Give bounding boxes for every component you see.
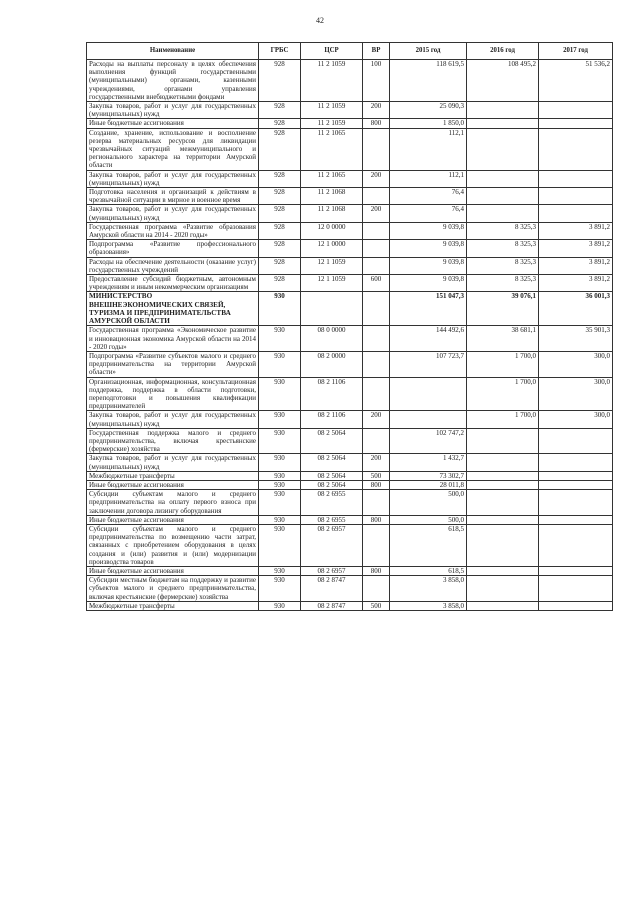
- cell-name: Государственная программа «Развитие образования Амурской области на 2014 - 2020 годы»: [87, 222, 259, 239]
- cell-2015: 76,4: [390, 188, 467, 205]
- cell-2015: 500,0: [390, 490, 467, 516]
- cell-csr: 08 2 0000: [301, 351, 363, 377]
- cell-grbs: 930: [259, 377, 301, 411]
- cell-2015: [390, 377, 467, 411]
- cell-csr: 08 2 1106: [301, 377, 363, 411]
- cell-2015: 618,5: [390, 524, 467, 566]
- table-row: [87, 480, 613, 489]
- cell-name: Иные бюджетные ассигнования: [87, 515, 259, 524]
- cell-csr: 08 2 8747: [301, 601, 363, 610]
- cell-2015: 151 047,3: [390, 292, 467, 326]
- cell-2016: [467, 524, 539, 566]
- cell-vr: [363, 377, 390, 411]
- cell-2016: 1 700,0: [467, 351, 539, 377]
- cell-vr: [363, 240, 390, 257]
- header-2015: 2015 год: [390, 43, 467, 60]
- cell-2016: 8 325,3: [467, 257, 539, 274]
- cell-grbs: 928: [259, 170, 301, 187]
- table-row: [87, 351, 613, 377]
- table-row: [87, 377, 613, 411]
- cell-grbs: 930: [259, 326, 301, 352]
- table-row: [87, 205, 613, 222]
- cell-2015: 9 039,8: [390, 222, 467, 239]
- table-row: [87, 119, 613, 128]
- table-row: [87, 188, 613, 205]
- cell-2017: [539, 428, 613, 454]
- cell-vr: [363, 576, 390, 602]
- cell-2015: 9 039,8: [390, 257, 467, 274]
- cell-name: Организационная, информационная, консультационная поддержка, поддержка в области подготовки, переподготовки и повышения квалификации предпринимателей: [87, 377, 259, 411]
- cell-2017: 300,0: [539, 377, 613, 411]
- cell-2017: 300,0: [539, 411, 613, 428]
- cell-csr: 11 2 1059: [301, 102, 363, 119]
- cell-2016: [467, 128, 539, 170]
- cell-csr: 08 0 0000: [301, 326, 363, 352]
- cell-2017: [539, 490, 613, 516]
- cell-2017: 36 001,3: [539, 292, 613, 326]
- table-row: [87, 240, 613, 257]
- table-row: [87, 222, 613, 239]
- cell-2017: [539, 515, 613, 524]
- cell-vr: 200: [363, 454, 390, 471]
- cell-grbs: 928: [259, 119, 301, 128]
- page-number: 42: [316, 16, 324, 25]
- cell-name: МИНИСТЕРСТВО ВНЕШНЕЭКОНОМИЧЕСКИХ СВЯЗЕЙ, ТУРИЗМА И ПРЕДПРИНИМАТЕЛЬСТВА АМУРСКОЙ ОБЛАСТИ: [87, 292, 259, 326]
- cell-vr: 500: [363, 601, 390, 610]
- cell-2017: 3 891,2: [539, 222, 613, 239]
- cell-name: Расходы на выплаты персоналу в целях обеспечения выполнения функций государственными (муниципальными) органами, казенными учреждениями, органами управления государственными внебюджетными фондами: [87, 60, 259, 102]
- cell-2015: [390, 411, 467, 428]
- cell-csr: 12 1 0000: [301, 240, 363, 257]
- cell-2015: 76,4: [390, 205, 467, 222]
- cell-name: Государственная поддержка малого и среднего предпринимательства, включая крестьянские (фермерские) хозяйства: [87, 428, 259, 454]
- cell-name: Подготовка населения и организаций к действиям в чрезвычайной ситуации в мирное и военное время: [87, 188, 259, 205]
- table-row: [87, 566, 613, 575]
- cell-vr: 200: [363, 205, 390, 222]
- cell-vr: [363, 257, 390, 274]
- cell-name: Подпрограмма «Развитие профессионального образования»: [87, 240, 259, 257]
- table-row: [87, 471, 613, 480]
- cell-2015: 25 090,3: [390, 102, 467, 119]
- cell-2015: 102 747,2: [390, 428, 467, 454]
- cell-2016: [467, 471, 539, 480]
- cell-vr: 800: [363, 119, 390, 128]
- header-vr: ВР: [363, 43, 390, 60]
- cell-2016: [467, 119, 539, 128]
- cell-grbs: 930: [259, 515, 301, 524]
- table-row: [87, 170, 613, 187]
- cell-csr: 12 0 0000: [301, 222, 363, 239]
- table-row: [87, 454, 613, 471]
- table-row: [87, 257, 613, 274]
- budget-table: [86, 42, 613, 611]
- cell-2016: 8 325,3: [467, 275, 539, 292]
- cell-csr: 08 2 5064: [301, 480, 363, 489]
- cell-grbs: 930: [259, 351, 301, 377]
- cell-grbs: 930: [259, 428, 301, 454]
- header-grbs: ГРБС: [259, 43, 301, 60]
- table-row: [87, 60, 613, 102]
- table-row: [87, 490, 613, 516]
- cell-name: Иные бюджетные ассигнования: [87, 119, 259, 128]
- table-row: [87, 515, 613, 524]
- cell-2015: 3 858,0: [390, 601, 467, 610]
- cell-2017: [539, 128, 613, 170]
- cell-csr: 08 2 6955: [301, 490, 363, 516]
- cell-grbs: 930: [259, 454, 301, 471]
- header-2017: 2017 год: [539, 43, 613, 60]
- cell-2015: 112,1: [390, 128, 467, 170]
- table-row: [87, 275, 613, 292]
- cell-name: Иные бюджетные ассигнования: [87, 566, 259, 575]
- table-header-row: [87, 43, 613, 60]
- cell-csr: 08 2 5064: [301, 471, 363, 480]
- cell-2016: [467, 566, 539, 575]
- cell-vr: [363, 222, 390, 239]
- cell-2017: [539, 471, 613, 480]
- cell-vr: [363, 490, 390, 516]
- cell-name: Подпрограмма «Развитие субъектов малого и среднего предпринимательства на территории Амурской области»: [87, 351, 259, 377]
- cell-csr: 11 2 1059: [301, 119, 363, 128]
- cell-name: Закупка товаров, работ и услуг для государственных (муниципальных) нужд: [87, 170, 259, 187]
- cell-name: Межбюджетные трансферты: [87, 601, 259, 610]
- cell-2016: 8 325,3: [467, 240, 539, 257]
- cell-csr: [301, 292, 363, 326]
- cell-csr: 12 1 1059: [301, 275, 363, 292]
- cell-2016: 108 495,2: [467, 60, 539, 102]
- cell-2016: [467, 205, 539, 222]
- cell-name: Расходы на обеспечение деятельности (оказание услуг) государственных учреждений: [87, 257, 259, 274]
- cell-vr: [363, 428, 390, 454]
- cell-csr: 08 2 8747: [301, 576, 363, 602]
- cell-csr: 11 2 1065: [301, 128, 363, 170]
- cell-2015: 73 302,7: [390, 471, 467, 480]
- table-row: [87, 102, 613, 119]
- cell-name: Субсидии субъектам малого и среднего предпринимательства на оплату первого взноса при заключении договора лизингу оборудования: [87, 490, 259, 516]
- cell-csr: 11 2 1065: [301, 170, 363, 187]
- cell-name: Закупка товаров, работ и услуг для государственных (муниципальных) нужд: [87, 102, 259, 119]
- cell-grbs: 930: [259, 480, 301, 489]
- cell-2017: 3 891,2: [539, 257, 613, 274]
- header-csr: ЦСР: [301, 43, 363, 60]
- cell-2015: 118 619,5: [390, 60, 467, 102]
- table-row: [87, 128, 613, 170]
- cell-vr: [363, 128, 390, 170]
- cell-vr: [363, 292, 390, 326]
- cell-vr: [363, 524, 390, 566]
- cell-grbs: 928: [259, 60, 301, 102]
- cell-vr: [363, 188, 390, 205]
- header-2016: 2016 год: [467, 43, 539, 60]
- cell-2015: 107 723,7: [390, 351, 467, 377]
- cell-2015: 112,1: [390, 170, 467, 187]
- cell-name: Закупка товаров, работ и услуг для государственных (муниципальных) нужд: [87, 411, 259, 428]
- cell-vr: 100: [363, 60, 390, 102]
- cell-grbs: 930: [259, 292, 301, 326]
- cell-name: Предоставление субсидий бюджетным, автономным учреждениям и иным некоммерческим организациям: [87, 275, 259, 292]
- cell-2017: [539, 576, 613, 602]
- cell-2016: [467, 102, 539, 119]
- cell-csr: 11 2 1059: [301, 60, 363, 102]
- cell-2017: 35 901,3: [539, 326, 613, 352]
- cell-2017: [539, 601, 613, 610]
- cell-2016: 1 700,0: [467, 377, 539, 411]
- cell-2016: [467, 515, 539, 524]
- cell-2017: [539, 102, 613, 119]
- cell-vr: 800: [363, 480, 390, 489]
- cell-2015: 144 492,6: [390, 326, 467, 352]
- table-row: [87, 601, 613, 610]
- cell-vr: 200: [363, 102, 390, 119]
- cell-vr: 800: [363, 515, 390, 524]
- cell-vr: 800: [363, 566, 390, 575]
- cell-2015: 1 432,7: [390, 454, 467, 471]
- cell-2016: 8 325,3: [467, 222, 539, 239]
- cell-vr: [363, 351, 390, 377]
- cell-2017: [539, 205, 613, 222]
- cell-name: Иные бюджетные ассигнования: [87, 480, 259, 489]
- cell-grbs: 930: [259, 524, 301, 566]
- cell-grbs: 930: [259, 566, 301, 575]
- cell-grbs: 928: [259, 188, 301, 205]
- table-row: [87, 428, 613, 454]
- table-row: [87, 292, 613, 326]
- cell-2017: [539, 188, 613, 205]
- cell-2016: 1 700,0: [467, 411, 539, 428]
- cell-2015: 1 850,0: [390, 119, 467, 128]
- cell-csr: 12 1 1059: [301, 257, 363, 274]
- cell-2016: [467, 601, 539, 610]
- cell-2016: [467, 428, 539, 454]
- cell-csr: 11 2 1068: [301, 205, 363, 222]
- cell-2015: 3 858,0: [390, 576, 467, 602]
- cell-name: Закупка товаров, работ и услуг для государственных (муниципальных) нужд: [87, 454, 259, 471]
- table-row: [87, 524, 613, 566]
- cell-2015: 500,0: [390, 515, 467, 524]
- cell-name: Межбюджетные трансферты: [87, 471, 259, 480]
- cell-2016: [467, 480, 539, 489]
- cell-grbs: 930: [259, 471, 301, 480]
- cell-csr: 08 2 6955: [301, 515, 363, 524]
- cell-grbs: 928: [259, 275, 301, 292]
- cell-name: Создание, хранение, использование и восполнение резерва материальных ресурсов для ликвидации чрезвычайных ситуаций межмуниципального и регионального характера на территории Амурской области: [87, 128, 259, 170]
- cell-2016: [467, 576, 539, 602]
- cell-grbs: 928: [259, 205, 301, 222]
- cell-grbs: 930: [259, 576, 301, 602]
- cell-grbs: 928: [259, 240, 301, 257]
- cell-2015: 28 011,8: [390, 480, 467, 489]
- cell-grbs: 930: [259, 601, 301, 610]
- cell-2017: 300,0: [539, 351, 613, 377]
- cell-vr: 500: [363, 471, 390, 480]
- cell-name: Закупка товаров, работ и услуг для государственных (муниципальных) нужд: [87, 205, 259, 222]
- cell-csr: 08 2 5064: [301, 428, 363, 454]
- cell-2017: 3 891,2: [539, 275, 613, 292]
- cell-csr: 08 2 6957: [301, 524, 363, 566]
- cell-grbs: 928: [259, 102, 301, 119]
- cell-2017: [539, 170, 613, 187]
- cell-grbs: 928: [259, 128, 301, 170]
- cell-csr: 11 2 1068: [301, 188, 363, 205]
- cell-2017: [539, 119, 613, 128]
- cell-grbs: 928: [259, 222, 301, 239]
- cell-vr: 200: [363, 170, 390, 187]
- cell-2015: 618,5: [390, 566, 467, 575]
- cell-2017: [539, 480, 613, 489]
- cell-2016: [467, 170, 539, 187]
- cell-vr: [363, 326, 390, 352]
- cell-2015: 9 039,8: [390, 240, 467, 257]
- cell-2016: 38 681,1: [467, 326, 539, 352]
- cell-vr: 600: [363, 275, 390, 292]
- table-row: [87, 576, 613, 602]
- cell-name: Субсидии субъектам малого и среднего предпринимательства по возмещению части затрат, связанных с приобретением оборудования в целях создания и (или) развития и (или) модернизации производства товаров: [87, 524, 259, 566]
- cell-2015: 9 039,8: [390, 275, 467, 292]
- cell-grbs: 930: [259, 411, 301, 428]
- cell-2016: [467, 188, 539, 205]
- cell-grbs: 930: [259, 490, 301, 516]
- cell-2017: [539, 524, 613, 566]
- cell-csr: 08 2 6957: [301, 566, 363, 575]
- table-row: [87, 411, 613, 428]
- budget-table-body: [87, 60, 613, 611]
- cell-name: Субсидии местным бюджетам на поддержку и развитие субъектов малого и среднего предпринимательства, включая крестьянские (фермерские) хозяйства: [87, 576, 259, 602]
- cell-2017: [539, 566, 613, 575]
- cell-2016: 39 076,1: [467, 292, 539, 326]
- header-name: Наименование: [87, 43, 259, 60]
- table-row: [87, 326, 613, 352]
- cell-csr: 08 2 5064: [301, 454, 363, 471]
- cell-name: Государственная программа «Экономическое развитие и инновационная экономика Амурской области на 2014 - 2020 годы»: [87, 326, 259, 352]
- cell-2017: 51 536,2: [539, 60, 613, 102]
- cell-2017: [539, 454, 613, 471]
- cell-2016: [467, 454, 539, 471]
- cell-grbs: 928: [259, 257, 301, 274]
- cell-csr: 08 2 1106: [301, 411, 363, 428]
- cell-2017: 3 891,2: [539, 240, 613, 257]
- cell-2016: [467, 490, 539, 516]
- cell-vr: 200: [363, 411, 390, 428]
